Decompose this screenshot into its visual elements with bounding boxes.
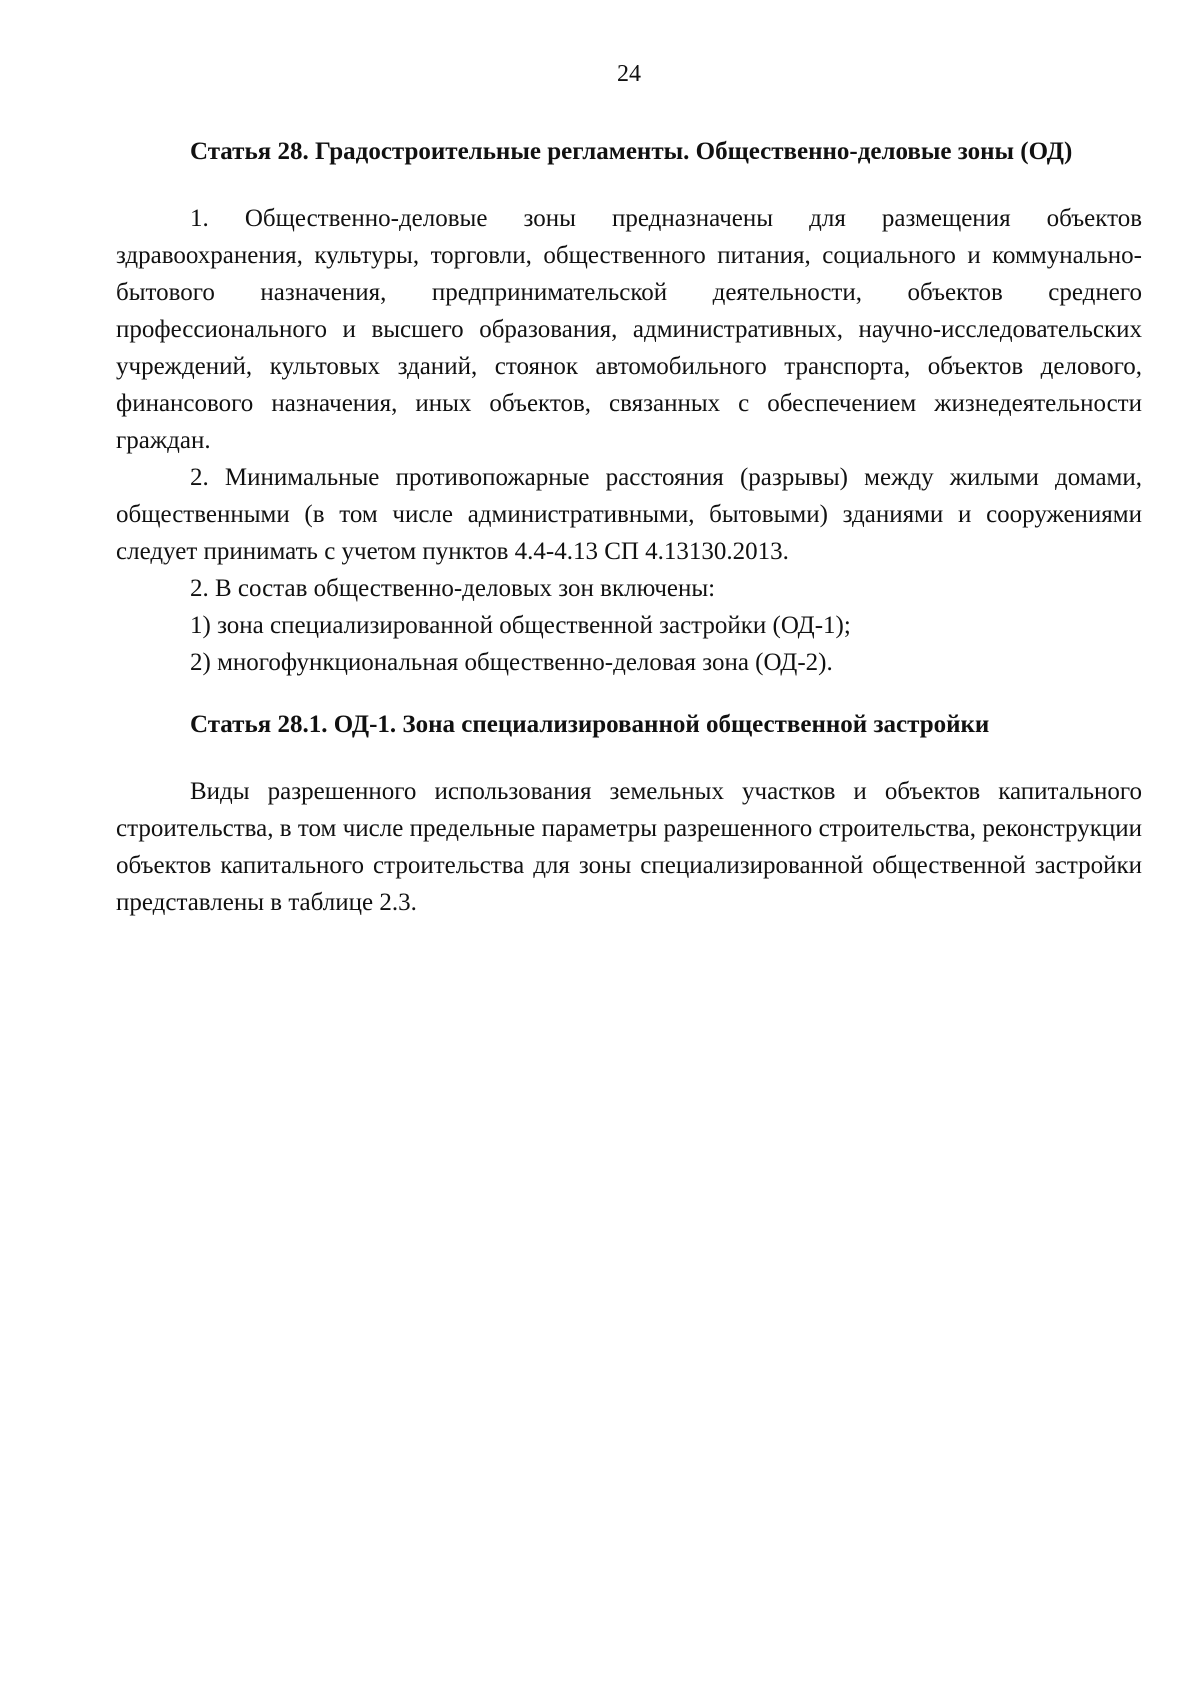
article-28-1-body [116,773,1142,921]
article-28-body [116,200,1142,681]
article-28-paragraph-3: 2. В состав общественно-деловых зон включены: [190,575,716,602]
article-28-paragraph-1: 1. Общественно-деловые зоны предназначены для размещения объектов здравоохранения, культуры, торговли, общественного питания, социального и коммунально-бытового назначения, предпринимательской деятельности, объектов среднего профессионального и высшего образования, административных, научно-исследовательских учреждений, культовых зданий, стоянок автомобильного транспорта, объектов делового, финансового назначения, иных объектов, связанных с обеспечением жизнедеятельности граждан. [116,205,1142,454]
article-28-list-item-2: 2) многофункциональная общественно-деловая зона (ОД-2). [190,649,833,676]
article-28-paragraph-2: 2. Минимальные противопожарные расстояния (разрывы) между жилыми домами, общественными (в том числе административными, бытовыми) зданиями и сооружениями следует принимать с учетом пунктов 4.4-4.13 СП 4.13130.2013. [116,464,1142,565]
article-28-list-item-1: 1) зона специализированной общественной застройки (ОД-1); [190,612,851,639]
article-28-title: Статья 28. Градостроительные регламенты. Общественно-деловые зоны (ОД) [190,138,1073,165]
article-28-1-title: Статья 28.1. ОД-1. Зона специализированной общественной застройки [190,711,990,738]
article-28-1-paragraph-1: Виды разрешенного использования земельных участков и объектов капитального строительства, в том числе предельные параметры разрешенного строительства, реконструкции объектов капитального строительства для зоны специализированной общественной застройки представлены в таблице 2.3. [116,778,1142,916]
page-number: 24 [617,61,641,87]
